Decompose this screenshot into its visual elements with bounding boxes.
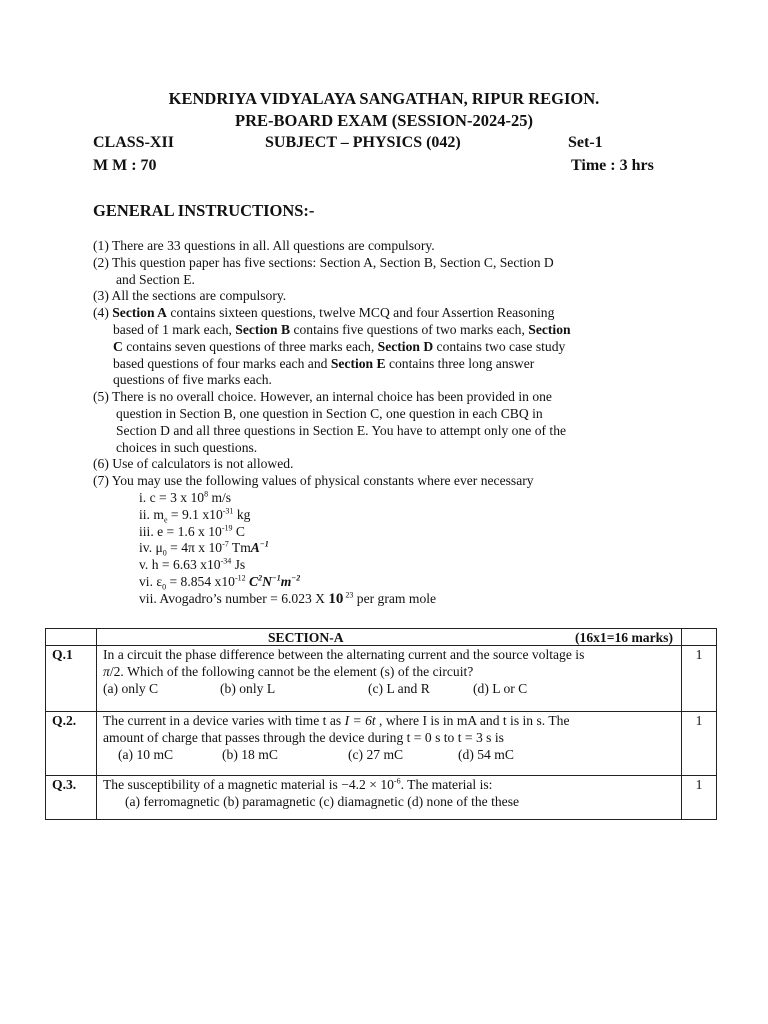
question-row xyxy=(46,776,717,820)
instructions-heading: GENERAL INSTRUCTIONS:- xyxy=(93,201,315,220)
constant-mu0: iv. $\mu_0 = 4\pi$ x $10^{-7}$ TmA$^{-1}$ xyxy=(139,539,269,559)
subject-label: SUBJECT – PHYSICS (042) xyxy=(265,134,461,151)
question-number: Q.2. xyxy=(46,712,97,776)
constant-c: i. c = 3 x $10^8$ m/s xyxy=(139,489,232,505)
instruction-3: (3) All the sections are compulsory. xyxy=(93,288,287,304)
section-a-header-row xyxy=(46,629,717,646)
question-options: (a) 10 mC (b) 18 mC (c) 27 mC (d) 54 mC xyxy=(118,746,514,762)
class-label: CLASS-XII xyxy=(93,134,174,151)
section-a-title: SECTION-A xyxy=(268,630,344,645)
question-mark: 1 xyxy=(682,776,717,820)
question-number: Q.3. xyxy=(46,776,97,820)
section-a-marks: (16x1=16 marks) xyxy=(575,630,673,645)
set-label: Set-1 xyxy=(568,134,603,151)
question-mark: 1 xyxy=(682,712,717,776)
max-marks: M M : 70 xyxy=(93,157,157,174)
instruction-5: (5) There is no overall choice. However, an internal choice has been provided in one xyxy=(93,389,552,405)
exam-title: PRE-BOARD EXAM (SESSION-2024-25) xyxy=(235,111,533,130)
instructions-list: (1) There are 33 questions in all. All questions are compulsory. (2) This question paper has five sections: Section A, Section B, Section C, Section D and Section E. (3) All the sections are compulsory. (4) Section A contains sixteen questions, twelve MCQ and four Assertion Reasoning based of 1 mark each, Section B contains five questions of two marks each, Section C contains seven questions of three marks each, Section D contains two case study based questions of four marks each and Section E contains three long answer questions of five marks each. (5) There is no overall choice. However, an internal choice has been provided in one question in Section B, one question in Section C, one question in each CBQ in Section D and all three questions in Section E. You have to attempt only one of the choices in such questions. (6) Use of calculators is not allowed. (7) You may use the following values of physical constants where ever necessary i. c = 3 x $10^8$ m/s ii. $m_e = 9.1$ $x10^{-31}$ kg iii. e = 1.6 x $10^{-19}$ C iv. $\mu_0 = 4\pi$ x $10^{-7}$ TmA$^{-1}$ v. h = 6.63 $x10^{-34}$ Js vi. $\varepsilon_0 = 8.854$ $x10^{-12}$ $C^2N^{-1}m^{-2}$ vii. Avogadro’s number = 6.023 X 10 $^{23}$ per gram mole xyxy=(93,238,653,608)
constant-me: ii. $m_e = 9.1$ $x10^{-31}$ kg xyxy=(139,506,251,525)
instruction-7: (7) You may use the following values of physical constants where ever necessary xyxy=(93,473,534,489)
constant-eps0: vi. $\varepsilon_0 = 8.854$ $x10^{-12}$ $C^2N^{-1}m^{-2}$ xyxy=(139,573,301,592)
instruction-6: (6) Use of calculators is not allowed. xyxy=(93,456,294,472)
question-text: In a circuit the phase difference between the alternating current and the source voltage is π/2. Which of the following cannot be the element (s) of the circuit? (a) only C (b) only L (c) L and R (d) L or C xyxy=(97,646,682,712)
question-mark: 1 xyxy=(682,646,717,712)
question-text: The susceptibility of a magnetic material is $-4.2 \times 10^{-6}$. The material is: (a) ferromagnetic (b) paramagnetic (c) diamagnetic (d) none of the these xyxy=(97,776,682,820)
instruction-1: (1) There are 33 questions in all. All questions are compulsory. xyxy=(93,238,435,253)
question-text: The current in a device varies with time t as I = 6t , where I is in mA and t is in s. The amount of charge that passes through the device during t = 0 s to t = 3 s is (a) 10 mC (b) 18 mC (c) 27 mC (d) 54 mC xyxy=(97,712,682,776)
question-number: Q.1 xyxy=(46,646,97,712)
question-row xyxy=(46,646,717,712)
time-label: Time : 3 hrs xyxy=(571,157,654,174)
school-title: KENDRIYA VIDYALAYA SANGATHAN, RIPUR REGION. xyxy=(168,89,600,108)
instruction-4: (4) Section A contains sixteen questions, twelve MCQ and four Assertion Reasoning xyxy=(93,305,555,321)
instruction-2-cont: and Section E. xyxy=(116,271,195,287)
constant-h: v. h = 6.63 $x10^{-34}$ Js xyxy=(139,556,246,573)
instruction-2: (2) This question paper has five sections: Section A, Section B, Section C, Section D xyxy=(93,254,554,270)
constant-avogadro: vii. Avogadro’s number = 6.023 X 10 $^{23}$ per gram mole xyxy=(139,590,437,607)
section-a-table xyxy=(45,628,717,820)
question-row xyxy=(46,712,717,776)
question-options: (a) only C (b) only L (c) L and R (d) L or C xyxy=(103,680,528,696)
constant-e: iii. e = 1.6 x $10^{-19}$ C xyxy=(139,523,245,539)
